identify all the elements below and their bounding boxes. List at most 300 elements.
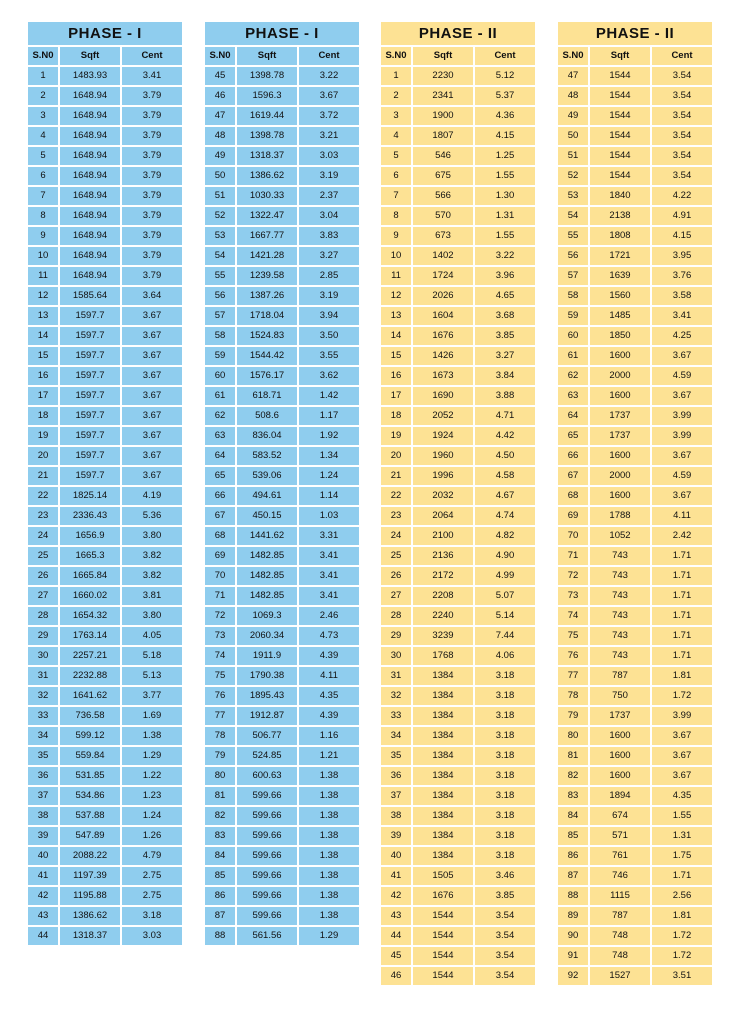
table-row — [28, 807, 182, 825]
table-row — [381, 747, 535, 765]
table-row — [558, 727, 712, 745]
table-row — [558, 927, 712, 945]
sqft-cell: 1648.94 — [60, 227, 120, 245]
cent-header: Cent — [475, 47, 535, 65]
sno-cell: 86 — [205, 887, 235, 905]
table-row — [381, 87, 535, 105]
cent-cell: 3.67 — [122, 467, 182, 485]
cent-cell: 4.74 — [475, 507, 535, 525]
sno-cell: 59 — [558, 307, 588, 325]
sno-cell: 54 — [558, 207, 588, 225]
cent-cell: 2.75 — [122, 887, 182, 905]
sqft-cell: 1597.7 — [60, 367, 120, 385]
sqft-cell: 1544 — [590, 67, 650, 85]
table-row — [381, 487, 535, 505]
table-row — [381, 827, 535, 845]
table-header-row — [205, 47, 359, 65]
table-row — [205, 627, 359, 645]
table-row — [558, 167, 712, 185]
sno-cell: 11 — [381, 267, 411, 285]
cent-cell: 1.81 — [652, 907, 712, 925]
sqft-cell: 1597.7 — [60, 347, 120, 365]
sqft-cell: 1840 — [590, 187, 650, 205]
sno-cell: 4 — [381, 127, 411, 145]
table-row — [28, 147, 182, 165]
sno-cell: 37 — [381, 787, 411, 805]
cent-cell: 4.11 — [299, 667, 359, 685]
table-row — [205, 727, 359, 745]
sno-cell: 50 — [558, 127, 588, 145]
cent-cell: 3.54 — [475, 947, 535, 965]
sno-cell: 32 — [28, 687, 58, 705]
table-row — [381, 927, 535, 945]
table-row — [558, 87, 712, 105]
table-row — [28, 327, 182, 345]
sno-cell: 53 — [558, 187, 588, 205]
table-row — [381, 767, 535, 785]
sqft-cell: 1665.3 — [60, 547, 120, 565]
sno-cell: 44 — [381, 927, 411, 945]
sqft-cell: 787 — [590, 667, 650, 685]
table-row — [558, 587, 712, 605]
table-row — [205, 567, 359, 585]
cent-cell: 3.72 — [299, 107, 359, 125]
cent-cell: 4.99 — [475, 567, 535, 585]
cent-cell: 3.18 — [475, 747, 535, 765]
sqft-cell: 675 — [413, 167, 473, 185]
table-row — [28, 507, 182, 525]
sno-cell: 78 — [205, 727, 235, 745]
sqft-cell: 2064 — [413, 507, 473, 525]
sqft-cell: 546 — [413, 147, 473, 165]
sqft-cell: 599.66 — [237, 907, 297, 925]
cent-cell: 3.67 — [652, 767, 712, 785]
table-row — [28, 427, 182, 445]
table-header-row — [381, 47, 535, 65]
table-header-row — [558, 47, 712, 65]
sqft-cell: 1648.94 — [60, 107, 120, 125]
table-row — [28, 87, 182, 105]
sqft-cell: 1441.62 — [237, 527, 297, 545]
cent-cell: 3.80 — [122, 527, 182, 545]
table-row — [381, 327, 535, 345]
table-row — [205, 607, 359, 625]
table-row — [381, 247, 535, 265]
table-row — [205, 507, 359, 525]
sqft-cell: 2060.34 — [237, 627, 297, 645]
cent-cell: 2.75 — [122, 867, 182, 885]
table-row — [205, 147, 359, 165]
cent-cell: 3.79 — [122, 147, 182, 165]
table-row — [205, 367, 359, 385]
cent-cell: 3.81 — [122, 587, 182, 605]
cent-cell: 1.38 — [299, 767, 359, 785]
sno-cell: 81 — [205, 787, 235, 805]
sno-cell: 2 — [381, 87, 411, 105]
sqft-cell: 1825.14 — [60, 487, 120, 505]
table-row — [381, 647, 535, 665]
table-row — [205, 687, 359, 705]
table-row — [28, 647, 182, 665]
cent-cell: 1.42 — [299, 387, 359, 405]
cent-cell: 2.56 — [652, 887, 712, 905]
sno-cell: 64 — [558, 407, 588, 425]
table-row — [558, 187, 712, 205]
sno-cell: 44 — [28, 927, 58, 945]
sqft-cell: 2032 — [413, 487, 473, 505]
cent-cell: 3.62 — [299, 367, 359, 385]
cent-cell: 3.50 — [299, 327, 359, 345]
cent-cell: 5.07 — [475, 587, 535, 605]
cent-cell: 3.99 — [652, 427, 712, 445]
sqft-cell: 1654.32 — [60, 607, 120, 625]
sqft-cell: 1524.83 — [237, 327, 297, 345]
table-row — [205, 247, 359, 265]
cent-cell: 3.68 — [475, 307, 535, 325]
sno-cell: 69 — [205, 547, 235, 565]
table-row — [28, 447, 182, 465]
sqft-cell: 1721 — [590, 247, 650, 265]
table-row — [381, 127, 535, 145]
sno-cell: 52 — [205, 207, 235, 225]
sno-cell: 57 — [558, 267, 588, 285]
cent-header: Cent — [652, 47, 712, 65]
sqft-cell: 2208 — [413, 587, 473, 605]
sno-cell: 67 — [558, 467, 588, 485]
sqft-cell: 1911.9 — [237, 647, 297, 665]
cent-cell: 3.18 — [475, 767, 535, 785]
cent-cell: 4.11 — [652, 507, 712, 525]
sno-cell: 27 — [28, 587, 58, 605]
sno-cell: 79 — [558, 707, 588, 725]
sno-cell: 46 — [205, 87, 235, 105]
sqft-cell: 1600 — [590, 747, 650, 765]
sqft-cell: 1596.3 — [237, 87, 297, 105]
sno-cell: 34 — [381, 727, 411, 745]
table-row — [381, 307, 535, 325]
table-row — [28, 687, 182, 705]
sqft-cell: 1597.7 — [60, 427, 120, 445]
table-row — [558, 647, 712, 665]
cent-cell: 3.58 — [652, 287, 712, 305]
table-row — [381, 347, 535, 365]
table-row — [28, 267, 182, 285]
table-row — [558, 127, 712, 145]
sno-cell: 59 — [205, 347, 235, 365]
sno-cell: 60 — [558, 327, 588, 345]
table-row — [558, 767, 712, 785]
table-row — [558, 107, 712, 125]
cent-cell: 3.83 — [299, 227, 359, 245]
sqft-cell: 1656.9 — [60, 527, 120, 545]
sqft-cell: 1895.43 — [237, 687, 297, 705]
sno-cell: 85 — [205, 867, 235, 885]
sqft-cell: 1660.02 — [60, 587, 120, 605]
table-row — [205, 547, 359, 565]
table-row — [28, 547, 182, 565]
cent-cell: 4.06 — [475, 647, 535, 665]
sno-cell: 26 — [381, 567, 411, 585]
sno-cell: 40 — [28, 847, 58, 865]
sqft-cell: 1648.94 — [60, 87, 120, 105]
cent-cell: 5.37 — [475, 87, 535, 105]
cent-cell: 1.71 — [652, 867, 712, 885]
sno-cell: 7 — [28, 187, 58, 205]
cent-cell: 3.67 — [652, 747, 712, 765]
sqft-cell: 1197.39 — [60, 867, 120, 885]
sno-cell: 83 — [205, 827, 235, 845]
cent-cell: 3.22 — [299, 67, 359, 85]
sno-cell: 57 — [205, 307, 235, 325]
table-row — [381, 527, 535, 545]
table-row — [205, 867, 359, 885]
sqft-cell: 2000 — [590, 367, 650, 385]
sno-cell: 83 — [558, 787, 588, 805]
table-row — [381, 267, 535, 285]
cent-cell: 1.55 — [652, 807, 712, 825]
sno-cell: 42 — [28, 887, 58, 905]
sqft-cell: 748 — [590, 927, 650, 945]
table-row — [381, 887, 535, 905]
table-row — [381, 207, 535, 225]
sno-cell: 51 — [205, 187, 235, 205]
cent-cell: 3.19 — [299, 167, 359, 185]
sqft-header: Sqft — [237, 47, 297, 65]
table-row — [558, 707, 712, 725]
sqft-cell: 743 — [590, 587, 650, 605]
sqft-header: Sqft — [60, 47, 120, 65]
table-row — [205, 347, 359, 365]
sqft-cell: 599.66 — [237, 787, 297, 805]
table-row — [381, 107, 535, 125]
sno-cell: 70 — [558, 527, 588, 545]
table-row — [28, 587, 182, 605]
sno-cell: 5 — [28, 147, 58, 165]
table-row — [205, 647, 359, 665]
cent-cell: 3.79 — [122, 267, 182, 285]
cent-cell: 1.71 — [652, 567, 712, 585]
table-row — [558, 907, 712, 925]
sno-cell: 19 — [28, 427, 58, 445]
sqft-cell: 1597.7 — [60, 447, 120, 465]
table-row — [558, 547, 712, 565]
table-row — [558, 627, 712, 645]
sno-cell: 88 — [558, 887, 588, 905]
sqft-cell: 743 — [590, 567, 650, 585]
sno-cell: 38 — [28, 807, 58, 825]
cent-cell: 3.67 — [122, 347, 182, 365]
cent-cell: 1.38 — [299, 807, 359, 825]
cent-cell: 1.16 — [299, 727, 359, 745]
sno-cell: 81 — [558, 747, 588, 765]
sno-cell: 53 — [205, 227, 235, 245]
table-row — [558, 207, 712, 225]
sqft-cell: 1387.26 — [237, 287, 297, 305]
sqft-cell: 1384 — [413, 727, 473, 745]
sno-cell: 85 — [558, 827, 588, 845]
table-row — [558, 847, 712, 865]
table-header-row — [28, 47, 182, 65]
sno-cell: 6 — [28, 167, 58, 185]
sno-cell: 74 — [205, 647, 235, 665]
cent-cell: 3.67 — [122, 447, 182, 465]
sqft-cell: 761 — [590, 847, 650, 865]
cent-cell: 1.75 — [652, 847, 712, 865]
table-row — [381, 447, 535, 465]
sqft-cell: 2240 — [413, 607, 473, 625]
sno-cell: 82 — [558, 767, 588, 785]
sno-cell: 43 — [28, 907, 58, 925]
sqft-cell: 1402 — [413, 247, 473, 265]
sqft-cell: 1560 — [590, 287, 650, 305]
sno-cell: 46 — [381, 967, 411, 985]
cent-cell: 3.79 — [122, 207, 182, 225]
cent-cell: 3.54 — [475, 927, 535, 945]
sqft-cell: 1318.37 — [237, 147, 297, 165]
sqft-cell: 1597.7 — [60, 387, 120, 405]
cent-cell: 3.67 — [122, 327, 182, 345]
sqft-cell: 583.52 — [237, 447, 297, 465]
sqft-cell: 1544 — [413, 947, 473, 965]
phase-2-table-a — [381, 22, 535, 987]
sqft-cell: 1600 — [590, 347, 650, 365]
table-row — [558, 467, 712, 485]
sqft-cell: 534.86 — [60, 787, 120, 805]
sno-cell: 75 — [205, 667, 235, 685]
cent-cell: 4.91 — [652, 207, 712, 225]
cent-cell: 3.31 — [299, 527, 359, 545]
cent-cell: 4.35 — [299, 687, 359, 705]
table-row — [381, 367, 535, 385]
sqft-cell: 1544 — [413, 907, 473, 925]
sqft-cell: 618.71 — [237, 387, 297, 405]
sqft-cell: 2026 — [413, 287, 473, 305]
sqft-cell: 2232.88 — [60, 667, 120, 685]
table-row — [558, 247, 712, 265]
sno-cell: 7 — [381, 187, 411, 205]
cent-cell: 7.44 — [475, 627, 535, 645]
table-row — [558, 347, 712, 365]
cent-cell: 1.69 — [122, 707, 182, 725]
sqft-cell: 1482.85 — [237, 587, 297, 605]
cent-cell: 1.38 — [299, 827, 359, 845]
table-row — [205, 747, 359, 765]
sqft-cell: 2052 — [413, 407, 473, 425]
sqft-cell: 743 — [590, 627, 650, 645]
cent-cell: 3.79 — [122, 127, 182, 145]
sno-cell: 71 — [205, 587, 235, 605]
sqft-cell: 1648.94 — [60, 267, 120, 285]
cent-cell: 2.37 — [299, 187, 359, 205]
table-row — [381, 807, 535, 825]
table-row — [28, 347, 182, 365]
sqft-cell: 746 — [590, 867, 650, 885]
table-row — [28, 767, 182, 785]
table-row — [381, 227, 535, 245]
cent-cell: 3.54 — [652, 127, 712, 145]
sqft-cell: 1912.87 — [237, 707, 297, 725]
cent-cell: 3.54 — [652, 147, 712, 165]
sno-cell: 62 — [558, 367, 588, 385]
sqft-cell: 1597.7 — [60, 467, 120, 485]
cent-cell: 4.71 — [475, 407, 535, 425]
table-row — [558, 787, 712, 805]
table-row — [28, 187, 182, 205]
sno-cell: 33 — [28, 707, 58, 725]
cent-cell: 1.38 — [299, 867, 359, 885]
table-row — [558, 867, 712, 885]
sno-cell: 76 — [205, 687, 235, 705]
table-row — [381, 67, 535, 85]
table-row — [381, 187, 535, 205]
sqft-cell: 2257.21 — [60, 647, 120, 665]
cent-cell: 5.13 — [122, 667, 182, 685]
sqft-cell: 1030.33 — [237, 187, 297, 205]
sqft-cell: 3239 — [413, 627, 473, 645]
table-row — [28, 167, 182, 185]
cent-cell: 1.38 — [299, 847, 359, 865]
sqft-cell: 1421.28 — [237, 247, 297, 265]
cent-cell: 3.67 — [122, 407, 182, 425]
cent-cell: 3.82 — [122, 547, 182, 565]
sqft-cell: 1648.94 — [60, 207, 120, 225]
cent-header: Cent — [299, 47, 359, 65]
sno-cell: 88 — [205, 927, 235, 945]
cent-cell: 1.71 — [652, 547, 712, 565]
table-row — [558, 307, 712, 325]
sqft-cell: 599.66 — [237, 827, 297, 845]
table-row — [28, 107, 182, 125]
table-row — [28, 867, 182, 885]
cent-cell: 1.31 — [652, 827, 712, 845]
table-row — [205, 387, 359, 405]
sno-cell: 29 — [381, 627, 411, 645]
sno-cell: 22 — [381, 487, 411, 505]
table-row — [381, 867, 535, 885]
cent-cell: 5.18 — [122, 647, 182, 665]
cent-cell: 1.55 — [475, 167, 535, 185]
sno-cell: 90 — [558, 927, 588, 945]
sno-cell: 13 — [381, 307, 411, 325]
table-row — [28, 907, 182, 925]
sqft-cell: 674 — [590, 807, 650, 825]
cent-cell: 5.12 — [475, 67, 535, 85]
sno-cell: 40 — [381, 847, 411, 865]
table-row — [558, 387, 712, 405]
sqft-cell: 1600 — [590, 447, 650, 465]
sno-cell: 72 — [205, 607, 235, 625]
sqft-cell: 1384 — [413, 787, 473, 805]
table-title: PHASE - I — [205, 22, 359, 45]
table-row — [28, 727, 182, 745]
cent-cell: 1.72 — [652, 687, 712, 705]
sqft-cell: 1115 — [590, 887, 650, 905]
sno-cell: 14 — [28, 327, 58, 345]
sqft-cell: 1384 — [413, 667, 473, 685]
sqft-cell: 1600 — [590, 767, 650, 785]
table-row — [558, 827, 712, 845]
sno-cell: 73 — [558, 587, 588, 605]
cent-cell: 3.79 — [122, 87, 182, 105]
cent-cell: 3.67 — [652, 387, 712, 405]
sno-cell: 23 — [28, 507, 58, 525]
sno-cell: 27 — [381, 587, 411, 605]
sno-cell: 36 — [28, 767, 58, 785]
table-row — [205, 887, 359, 905]
sno-cell: 23 — [381, 507, 411, 525]
sno-cell: 11 — [28, 267, 58, 285]
sqft-cell: 2100 — [413, 527, 473, 545]
